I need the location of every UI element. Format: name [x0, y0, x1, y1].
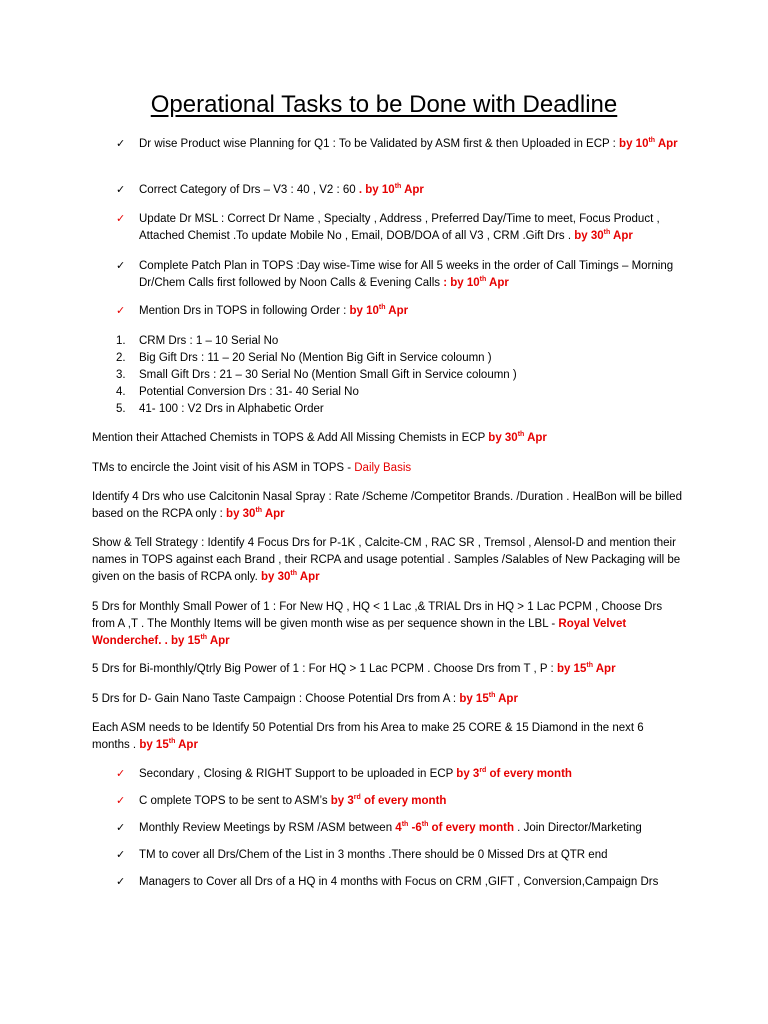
deadline: by 3rd of every month — [330, 794, 447, 807]
task-item — [92, 258, 682, 292]
deadline: by 30th Apr — [488, 431, 547, 444]
paragraph: 5 Drs for Bi-monthly/Qtrly Big Power of 1 : For HQ > 1 Lac PCPM . Choose Drs from T , P : by 15th Apr — [92, 662, 616, 675]
task-item — [92, 303, 682, 320]
monthly-item: ✓ Managers to Cover all Drs of a HQ in 4 months with Focus on CRM ,GIFT , Conversion,Campaign Drs — [92, 874, 682, 891]
paragraph: Show & Tell Strategy : Identify 4 Focus Drs for P-1K , Calcite-CM , RAC SR , Tremsol , Alensol-D and mention their names in TOPS against each Brand , their RCPA and usage potential . Samples /Salables of New Packaging will be given on the basis of RCPA only. by 30th Apr — [92, 537, 681, 583]
paragraph: 5 Drs for D- Gain Nano Taste Campaign : Choose Potential Drs from A : by 15th Apr — [92, 692, 518, 705]
monthly-item: ✓ Secondary , Closing & RIGHT Support to be uploaded in ECP by 3rd of every month — [92, 766, 682, 783]
monthly-item: ✓ Monthly Review Meetings by RSM /ASM between 4th -6th of every month . Join Director/Marketing — [92, 820, 682, 837]
paragraph: Identify 4 Drs who use Calcitonin Nasal Spray : Rate /Scheme /Competitor Brands. /Duration . HealBon will be billed based on the RCPA only : by 30th Apr — [92, 491, 682, 520]
list-item: 3. Small Gift Drs : 21 – 30 Serial No (Mention Small Gift in Service coloumn ) — [116, 369, 517, 381]
task-text: Correct Category of Drs – V3 : 40 , V2 : 60 — [139, 184, 359, 196]
page-title: Operational Tasks to be Done with Deadline — [150, 91, 618, 118]
deadline: by 10th Apr — [615, 137, 678, 150]
check-icon: ✓ — [116, 260, 126, 272]
task-item — [92, 211, 682, 245]
list-item: 4. Potential Conversion Drs : 31- 40 Serial No — [116, 386, 359, 398]
deadline: by 10th Apr — [349, 304, 409, 317]
deadline: : by 10th Apr — [443, 276, 509, 289]
paragraph: TMs to encircle the Joint visit of his ASM in TOPS - Daily Basis — [92, 462, 412, 474]
deadline: . by 10th Apr — [358, 183, 424, 196]
task-item — [92, 136, 682, 153]
check-icon: ✓ — [116, 305, 126, 317]
deadline: by 15th Apr — [459, 692, 518, 705]
check-icon: ✓ — [116, 822, 126, 834]
paragraph: 5 Drs for Monthly Small Power of 1 : For New HQ , HQ < 1 Lac ,& TRIAL Drs in HQ > 1 Lac PCPM , Choose Drs from A ,T . The Monthly Items will be given month wise as per sequence shown in the LBL - Royal Velvet Wonderchef. . by 15th Apr — [92, 601, 663, 647]
task-item — [92, 182, 682, 199]
deadline: Royal Velvet Wonderchef. . by 15th Apr — [92, 618, 627, 647]
list-item: 1. CRM Drs : 1 – 10 Serial No — [116, 335, 279, 347]
check-icon: ✓ — [116, 795, 126, 807]
check-icon: ✓ — [116, 876, 126, 888]
deadline: by 15th Apr — [139, 738, 198, 751]
deadline: Daily Basis — [354, 462, 412, 474]
check-icon: ✓ — [116, 184, 126, 196]
monthly-item: ✓ TM to cover all Drs/Chem of the List in 3 months .There should be 0 Missed Drs at QTR end — [92, 847, 682, 864]
task-text: Complete Patch Plan in TOPS :Day wise-Time wise for All 5 weeks in the order of Call Timings – Morning Dr/Chem Calls first followed by Noon Calls & Evening Calls — [139, 260, 674, 289]
paragraph: Each ASM needs to be Identify 50 Potential Drs from his Area to make 25 CORE & 15 Diamond in the next 6 months . by 15th Apr — [92, 722, 644, 751]
order-list — [92, 333, 682, 418]
monthly-item: ✓ C omplete TOPS to be sent to ASM’s by 3rd of every month — [92, 793, 682, 810]
deadline: by 30th Apr — [260, 570, 320, 583]
deadline: by 30th Apr — [574, 229, 633, 242]
task-text: Dr wise Product wise Planning for Q1 : To be Validated by ASM first & then Uploaded in ECP : — [139, 138, 616, 150]
task-text: Mention Drs in TOPS in following Order : — [139, 305, 350, 317]
check-icon: ✓ — [116, 213, 126, 225]
list-item: 2. Big Gift Drs : 11 – 20 Serial No (Mention Big Gift in Service coloumn ) — [116, 352, 492, 364]
check-icon: ✓ — [116, 768, 126, 780]
task-text: Update Dr MSL : Correct Dr Name , Specialty , Address , Preferred Day/Time to meet, Focus Product , Attached Chemist .To update Mobile No , Email, DOB/DOA of all V3 , CRM .Gift Drs . — [139, 213, 660, 242]
check-icon: ✓ — [116, 138, 126, 150]
deadline: by 3rd of every month — [456, 767, 572, 780]
paragraph: Mention their Attached Chemists in TOPS & Add All Missing Chemists in ECP by 30th Apr — [92, 431, 547, 444]
list-item: 5. 41- 100 : V2 Drs in Alphabetic Order — [116, 403, 324, 415]
deadline: by 30th Apr — [226, 507, 285, 520]
deadline: 4th -6th of every month — [395, 821, 514, 834]
deadline: by 15th Apr — [556, 662, 616, 675]
check-icon: ✓ — [116, 849, 126, 861]
